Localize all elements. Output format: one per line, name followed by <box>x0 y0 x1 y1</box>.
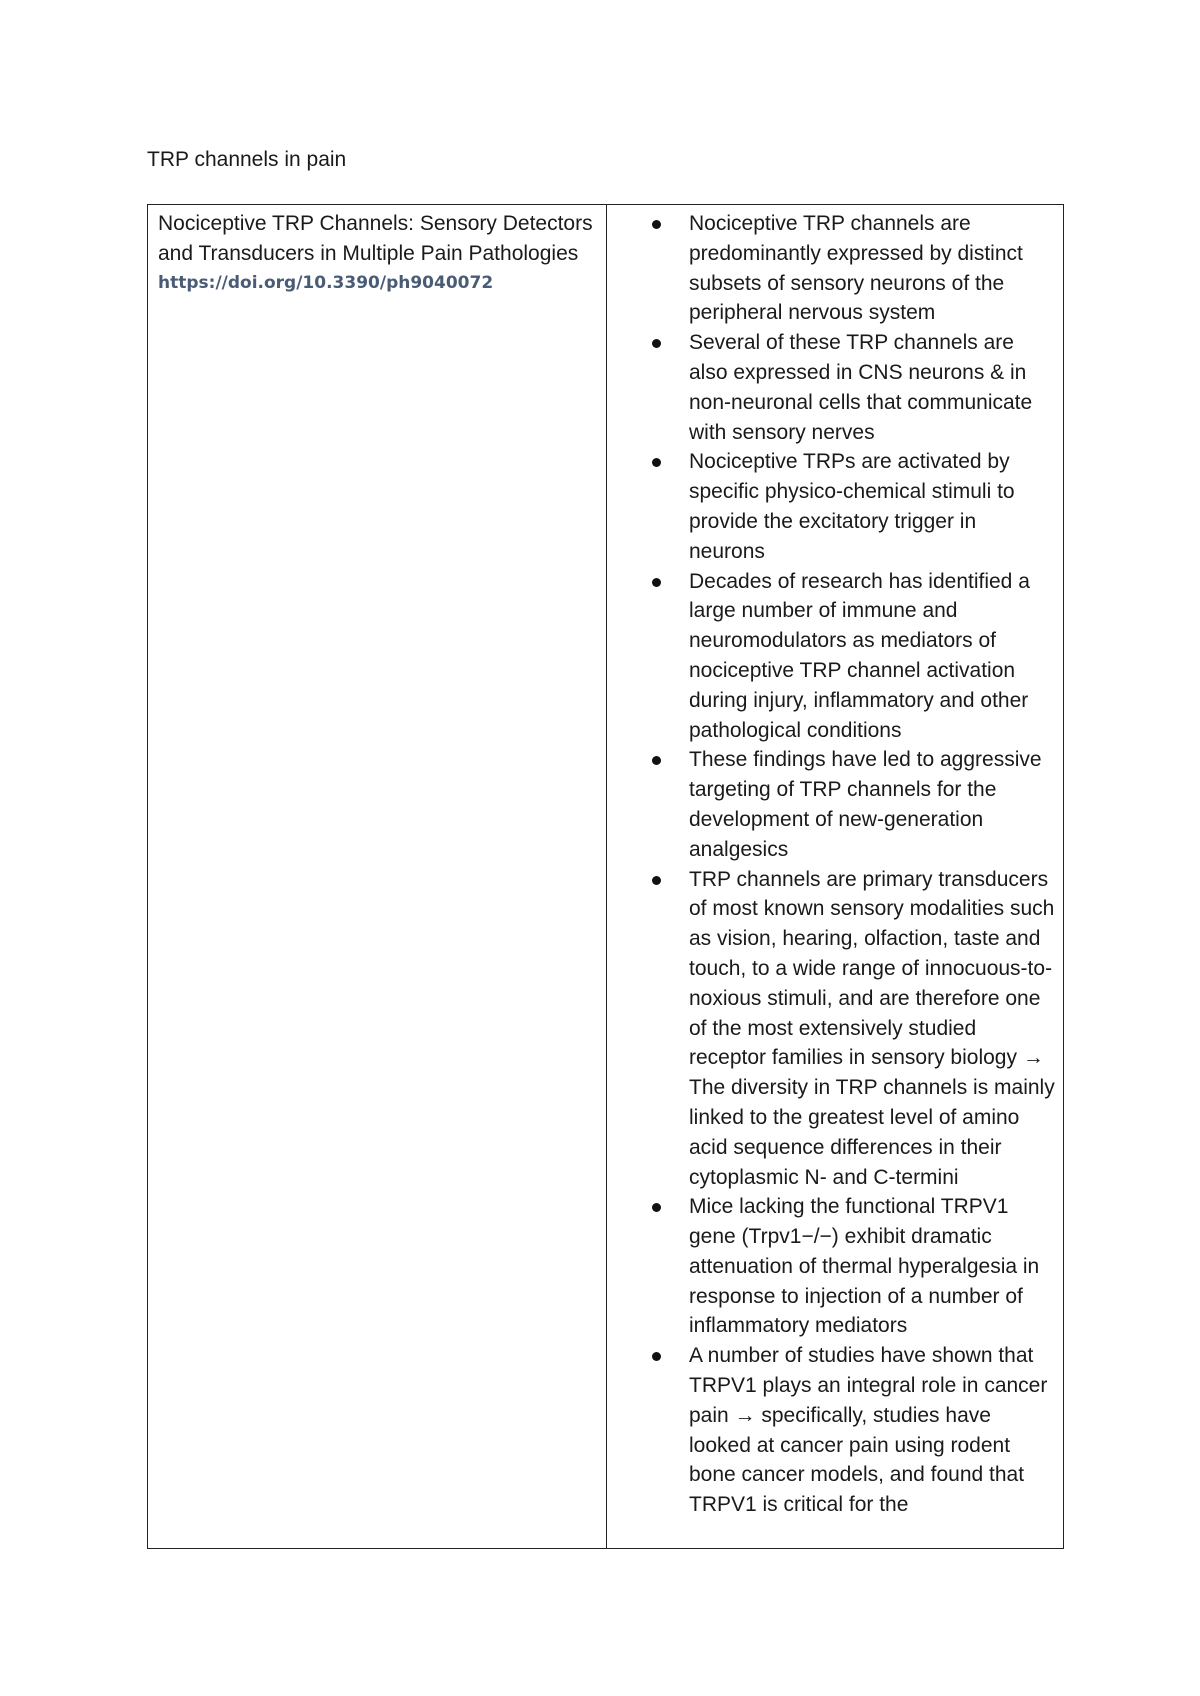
list-item <box>607 209 1055 328</box>
paper-title: Nociceptive TRP Channels: Sensory Detectors and Transducers in Multiple Pain Pathologies <box>158 212 593 265</box>
list-item <box>607 567 1055 746</box>
bullet-text: Nociceptive TRP channels are predominantly expressed by distinct subsets of sensory neurons of the peripheral nervous system <box>689 212 1023 325</box>
bullet-icon <box>652 1203 661 1212</box>
bullet-icon <box>652 220 661 229</box>
list-item <box>607 1192 1055 1341</box>
list-item <box>607 328 1055 447</box>
bullet-text: A number of studies have shown that TRPV1 plays an integral role in cancer pain → specifically, studies have looked at cancer pain using rodent bone cancer models, and found that TRPV1 is critical for the <box>689 1344 1048 1517</box>
list-item <box>607 745 1055 864</box>
bullet-text: TRP channels are primary transducers of most known sensory modalities such as vision, hearing, olfaction, taste and touch, to a wide range of innocuous-to-noxious stimuli, and are therefore one of the most extensively studied receptor families in sensory biology → The diversity in TRP channels is mainly linked to the greatest level of amino acid sequence differences in their cytoplasmic N- and C-termini <box>689 867 1055 1189</box>
document-title: TRP channels in pain <box>147 148 347 171</box>
notes-cell <box>607 205 1063 1548</box>
bullet-text: Several of these TRP channels are also expressed in CNS neurons & in non-neuronal cells that communicate with sensory nerves <box>689 331 1033 444</box>
bullet-text: Mice lacking the functional TRPV1 gene (Trpv1−/−) exhibit dramatic attenuation of thermal hyperalgesia in response to injection of a number of inflammatory mediators <box>689 1195 1040 1338</box>
bullet-icon <box>652 876 661 885</box>
bullet-text: Decades of research has identified a large number of immune and neuromodulators as mediators of nociceptive TRP channel activation during injury, inflammatory and other pathological conditions <box>689 569 1030 742</box>
bullet-list <box>607 209 1055 1520</box>
bullet-text: These findings have led to aggressive targeting of TRP channels for the development of new-generation analgesics <box>689 748 1042 861</box>
notes-table <box>147 204 1064 1549</box>
doi-link[interactable]: https://doi.org/10.3390/ph9040072 <box>158 272 494 293</box>
reference-cell <box>148 205 607 1548</box>
list-item <box>607 865 1055 1193</box>
bullet-icon <box>652 756 661 765</box>
bullet-icon <box>652 1352 661 1361</box>
bullet-text: Nociceptive TRPs are activated by specific physico-chemical stimuli to provide the excitatory trigger in neurons <box>689 450 1015 563</box>
list-item <box>607 447 1055 566</box>
bullet-icon <box>652 458 661 467</box>
list-item <box>607 1341 1055 1520</box>
bullet-icon <box>652 339 661 348</box>
bullet-icon <box>652 578 661 587</box>
